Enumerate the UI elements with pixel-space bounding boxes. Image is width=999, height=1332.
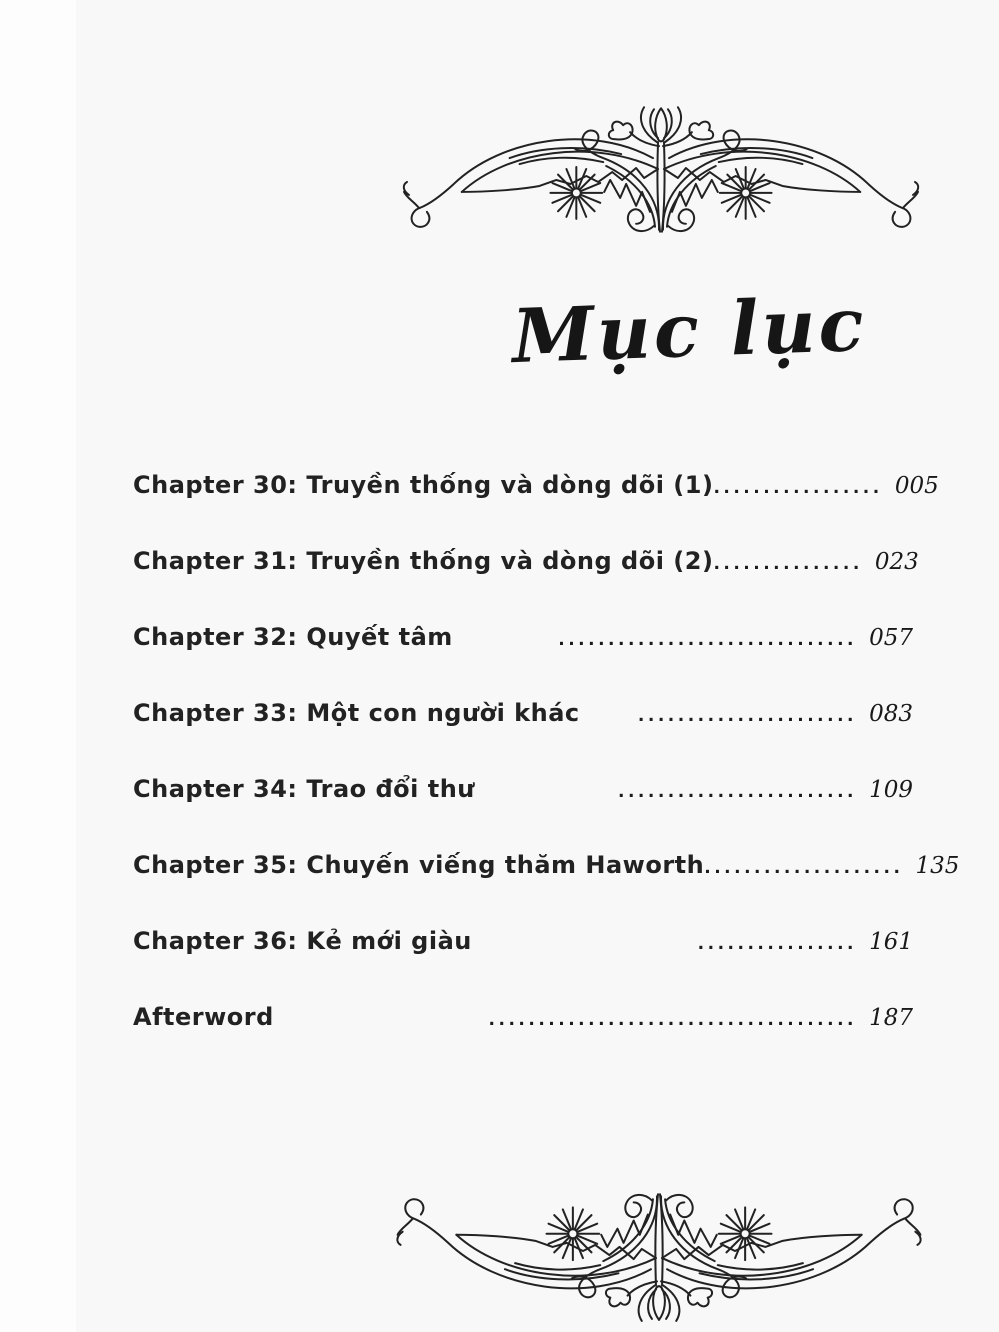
toc-leader-dots: ................. bbox=[713, 478, 883, 498]
toc-leader-dots: ............... bbox=[713, 554, 863, 574]
toc-entry-page: 005 bbox=[894, 473, 939, 499]
toc-entry-label: Chapter 36: Kẻ mới giàu bbox=[133, 927, 472, 955]
toc-entry-label: Chapter 34: Trao đổi thư bbox=[133, 775, 475, 803]
toc-leader-dots: ..................................... bbox=[488, 1010, 857, 1030]
toc-entry-label: Chapter 33: Một con người khác bbox=[133, 699, 580, 727]
page-title: Mục lục bbox=[510, 281, 868, 381]
toc-entry-page: 187 bbox=[869, 1005, 913, 1031]
toc-entry-page: 135 bbox=[915, 853, 960, 879]
toc-entry bbox=[133, 523, 919, 599]
toc-entry-label: Chapter 35: Chuyến viếng thăm Haworth bbox=[133, 851, 705, 879]
toc-leader-dots: ................ bbox=[697, 934, 857, 954]
toc-entry bbox=[133, 903, 913, 979]
toc-entry-page: 083 bbox=[869, 701, 913, 727]
toc-entry bbox=[133, 675, 913, 751]
table-of-contents bbox=[133, 447, 960, 1055]
toc-entry bbox=[133, 447, 939, 523]
toc-leader-dots: .................... bbox=[704, 858, 904, 878]
toc-entry-page: 057 bbox=[869, 625, 913, 651]
toc-entry-page: 161 bbox=[869, 929, 913, 955]
floral-flourish-bottom-icon bbox=[388, 1176, 930, 1328]
scan-edge-strip bbox=[0, 0, 76, 1332]
toc-leader-dots: .............................. bbox=[558, 630, 857, 650]
toc-entry bbox=[133, 751, 913, 827]
toc-leader-dots: ........................ bbox=[618, 782, 857, 802]
toc-entry-page: 023 bbox=[874, 549, 919, 575]
toc-entry-label: Afterword bbox=[133, 1003, 274, 1031]
toc-entry bbox=[133, 979, 913, 1055]
toc-entry-label: Chapter 32: Quyết tâm bbox=[133, 623, 453, 651]
floral-flourish-top-icon bbox=[402, 96, 920, 254]
toc-leader-dots: ...................... bbox=[637, 706, 857, 726]
toc-entry bbox=[133, 599, 913, 675]
toc-entry-page: 109 bbox=[869, 777, 913, 803]
toc-entry-label: Chapter 31: Truyền thống và dòng dõi (2) bbox=[133, 547, 714, 575]
toc-entry bbox=[133, 827, 960, 903]
toc-entry-label: Chapter 30: Truyền thống và dòng dõi (1) bbox=[133, 471, 714, 499]
